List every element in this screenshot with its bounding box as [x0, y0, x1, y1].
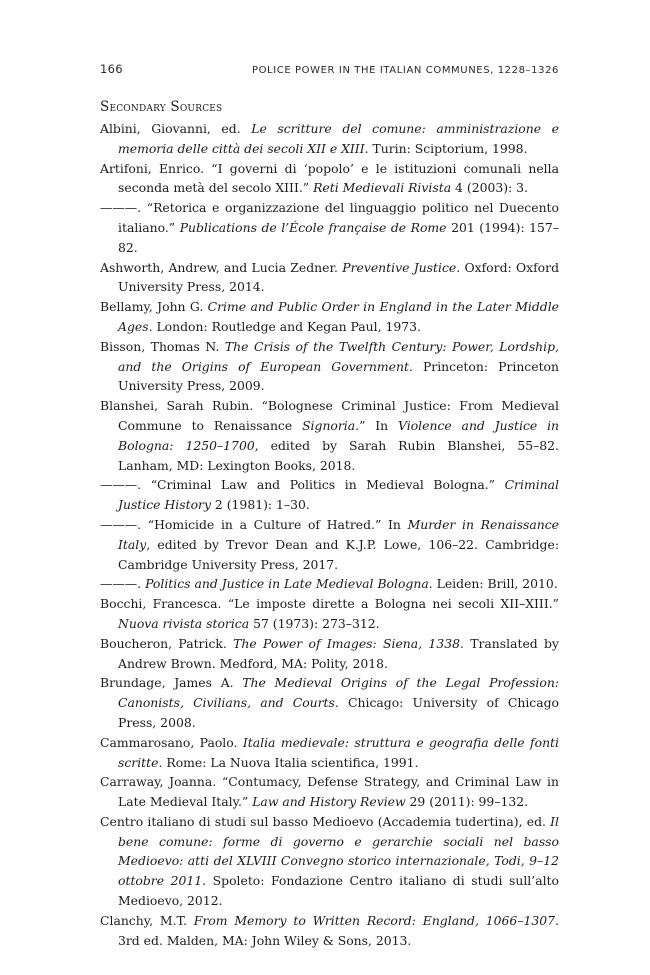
entry-text: , edited by Sarah Rubin Blanshei, 55–82. Lanham, MD: Lexington Books, 2018. — [118, 437, 559, 473]
page-number: 166 — [100, 62, 123, 76]
bibliography-entry — [100, 911, 559, 951]
entry-text: Albini, Giovanni, ed. — [100, 121, 252, 136]
entry-title-italic: Publications de l’École française de Rome — [179, 219, 447, 235]
bibliography-entry — [100, 574, 559, 594]
entry-text: 201 (1994): 157–82. — [118, 219, 560, 255]
entry-text: Boucheron, Patrick. — [100, 635, 234, 651]
running-head — [100, 62, 559, 76]
entry-title-italic: Preventive Justice — [342, 259, 457, 275]
running-title: POLICE POWER IN THE ITALIAN COMMUNES, 1228–1326 — [251, 65, 559, 76]
entry-title-italic: Violence and Justice in Bologna: 1250–1700 — [118, 417, 560, 453]
bibliography-entry — [100, 475, 559, 515]
bibliography-entry — [100, 119, 559, 159]
entry-text: . Leiden: Brill, 2010. — [428, 576, 558, 592]
entry-title-italic: Politics and Justice in Late Medieval Bologna — [145, 576, 429, 592]
bibliography-entry — [100, 198, 559, 257]
entry-text: . Princeton: Princeton University Press, 2009. — [118, 358, 559, 394]
bibliography-entry — [100, 396, 559, 475]
entry-text: . Chicago: University of Chicago Press, 2008. — [118, 695, 560, 730]
entry-title-italic: Nuova rivista storica — [118, 615, 250, 631]
entry-text: . Oxford: Oxford University Press, 2014. — [118, 259, 559, 295]
entry-title-italic: The Power of Images: Siena, 1338 — [233, 635, 460, 651]
entry-title-italic: Signoria — [302, 417, 356, 433]
bibliography-entry — [100, 812, 559, 911]
entry-text: .” In — [355, 417, 399, 433]
bibliography-entry — [100, 297, 559, 337]
entry-title-italic: Italia medievale: struttura e geografia delle fonti scritte — [118, 734, 559, 770]
entry-text: 57 (1973): 273–312. — [249, 615, 380, 631]
entry-text: Brundage, James A. — [100, 675, 243, 691]
bibliography-list — [100, 119, 559, 950]
entry-title-italic: The Crisis of the Twelfth Century: Power, Lordship, and the Origins of European Government — [118, 338, 559, 374]
bibliography-entry — [100, 772, 559, 812]
entry-text: ———. “Homicide in a Culture of Hatred.” In — [100, 516, 408, 532]
bibliography-entry — [100, 258, 559, 298]
bibliography-entry — [100, 337, 559, 396]
entry-title-italic: Crime and Public Order in England in the Later Middle Ages — [118, 299, 560, 334]
entry-text: ———. “Retorica e organizzazione del linguaggio politico nel Duecento italiano.” — [100, 200, 559, 235]
entry-title-italic: From Memory to Written Record: England, 1066–1307 — [193, 912, 556, 928]
bibliography-entry — [100, 733, 559, 773]
entry-title-italic: Il bene comune: forme di governo e gerarchie sociali nel basso Medioevo: atti del XLVIII Convegno storico internazionale, Todi, 9–12 ottobre 2011 — [118, 813, 559, 889]
entry-text: Bellamy, John G. — [100, 299, 208, 315]
bibliography-entry — [100, 634, 559, 674]
entry-text: Cammarosano, Paolo. — [100, 734, 243, 750]
entry-title-italic: Reti Medievali Rivista — [313, 180, 452, 196]
entry-text: ———. “Criminal Law and Politics in Medieval Bologna.” — [100, 477, 505, 493]
entry-title-italic: The Medieval Origins of the Legal Profession: Canonists, Civilians, and Courts — [118, 675, 559, 711]
entry-text: . London: Routledge and Kegan Paul, 1973. — [148, 318, 421, 334]
entry-text: ———. — [100, 576, 146, 592]
bibliography-entry — [100, 673, 559, 732]
entry-text: Ashworth, Andrew, and Lucia Zedner. — [100, 259, 343, 275]
entry-text: . Spoleto: Fondazione Centro italiano di studi sull’alto Medioevo, 2012. — [118, 873, 559, 909]
bibliography-entry — [100, 515, 559, 574]
entry-text: Carraway, Joanna. “Contumacy, Defense Strategy, and Criminal Law in Late Medieval Italy.” — [100, 774, 559, 810]
entry-text: Bisson, Thomas N. — [100, 338, 225, 354]
bibliography-entry — [100, 159, 559, 199]
entry-text: Clanchy, M.T. — [100, 912, 194, 928]
entry-title-italic: Criminal Justice History — [118, 477, 559, 513]
entry-text: Centro italiano di studi sul basso Medioevo (Accademia tudertina), ed. — [100, 813, 551, 829]
entry-text: . Turin: Sciptorium, 1998. — [364, 140, 528, 156]
entry-text: . Translated by Andrew Brown. Medford, MA: Polity, 2018. — [118, 635, 559, 671]
entry-text: , edited by Trevor Dean and K.J.P. Lowe, 106–22. Cambridge: Cambridge University Press, 2017. — [118, 536, 559, 572]
bibliography-entry — [100, 594, 559, 634]
entry-title-italic: Law and History Review — [252, 794, 406, 810]
entry-text: 4 (2003): 3. — [451, 180, 528, 196]
entry-text: . Rome: La Nuova Italia scientifica, 1991. — [158, 754, 419, 770]
entry-text: Bocchi, Francesca. “Le imposte dirette a Bologna nei secoli XII–XIII.” — [100, 596, 559, 612]
entry-text: Blanshei, Sarah Rubin. “Bolognese Criminal Justice: From Medieval Commune to Renaissance — [100, 398, 559, 433]
entry-title-italic: Murder in Renaissance Italy — [118, 516, 559, 552]
entry-title-italic: Le scritture del comune: amministrazione e memoria delle città dei secoli XII e XIII — [118, 121, 559, 156]
entry-text: Artifoni, Enrico. “I governi di ‘popolo’ e le istituzioni comunali nella seconda metà del secolo XIII.” — [100, 160, 559, 196]
entry-text: . 3rd ed. Malden, MA: John Wiley & Sons, 2013. — [118, 912, 559, 948]
entry-text: 2 (1981): 1–30. — [210, 497, 310, 513]
section-heading: Secondary Sources — [100, 99, 223, 115]
entry-text: 29 (2011): 99–132. — [405, 794, 529, 810]
